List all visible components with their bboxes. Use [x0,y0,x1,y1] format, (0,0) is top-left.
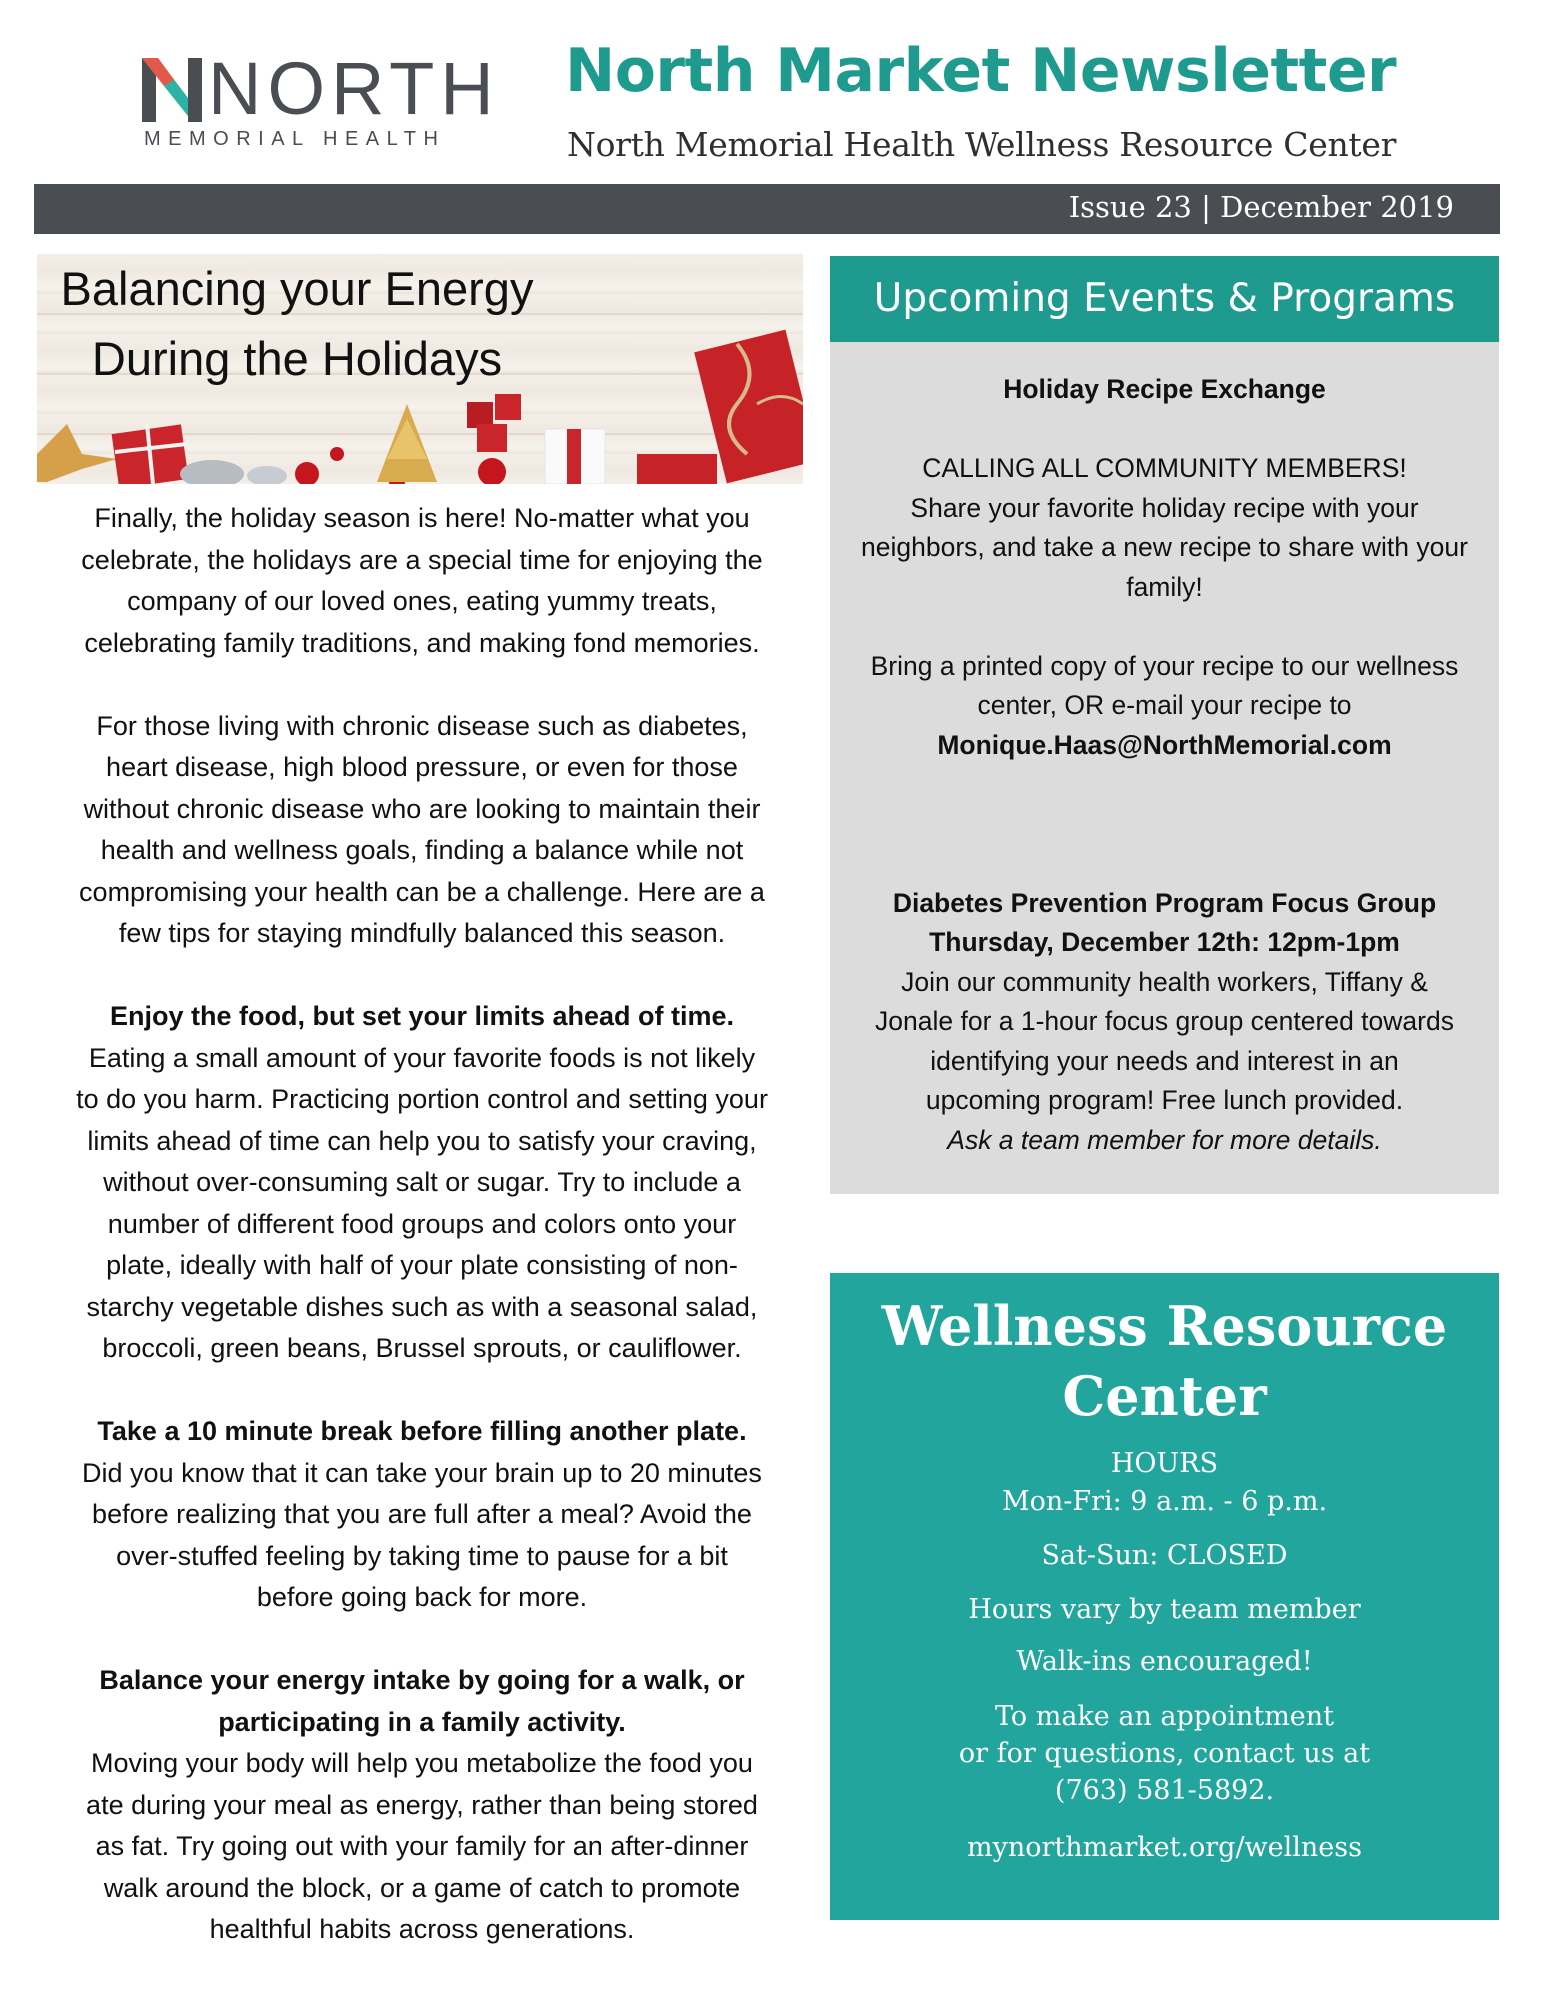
tip2-line: before realizing that you are full after a meal? Avoid the [92,1499,752,1529]
para2-line: few tips for staying mindfully balanced this season. [118,918,726,948]
logo-subtitle: MEMORIAL HEALTH [144,128,446,150]
weekday-hours: Mon-Fri: 9 a.m. - 6 p.m. [1001,1486,1328,1517]
logo-mark-icon [142,58,202,122]
event1-bring-line: center, OR e-mail your recipe to [977,690,1352,720]
intro-line: celebrate, the holidays are a special time for enjoying the [81,544,763,575]
website-link[interactable]: mynorthmarket.org/wellness [966,1832,1362,1863]
para2-line: For those living with chronic disease such as diabetes, [96,710,748,741]
event2-note: Ask a team member for more details. [947,1124,1382,1155]
contact-line1: To make an appointment [994,1701,1335,1732]
tip3-line: as fat. Try going out with your family for an after-dinner [95,1831,749,1861]
para2-line: without chronic disease who are looking to maintain their [83,793,761,824]
issue-bar [34,184,1500,234]
para2-line: heart disease, high blood pressure, or even for those [106,752,738,782]
article-title-line1: Balancing your Energy [60,262,534,315]
para2-line: compromising your health can be a challenge. Here are a [79,876,765,907]
event1-email-link[interactable]: Monique.Haas@NorthMemorial.com [937,729,1392,760]
events-heading: Upcoming Events & Programs [830,256,1499,342]
para2-line: health and wellness goals, finding a balance while not [100,835,744,865]
article-body [34,498,810,1951]
tip3-line: ate during your meal as energy, rather than being stored [86,1789,758,1820]
newsletter-subtitle: North Memorial Health Wellness Resource Center [567,125,1397,164]
wellness-center-panel [830,1273,1499,1920]
intro-line: Finally, the holiday season is here! No-matter what you [94,503,750,533]
event2-line: Jonale for a 1-hour focus group centered towards [875,1006,1454,1036]
article-banner [37,254,803,484]
event2-when: Thursday, December 12th: 12pm-1pm [929,927,1400,957]
events-panel [830,256,1499,1194]
events-body [830,370,1499,1160]
wellness-title [830,1291,1499,1431]
north-memorial-logo [142,47,500,158]
tip3-line: Moving your body will help you metabolize the food you [91,1748,753,1778]
issue-date: Issue 23 | December 2019 [1068,190,1454,224]
tip1-line: broccoli, green beans, Brussel sprouts, or cauliflower. [102,1333,742,1363]
newsletter-title: North Market Newsletter [565,36,1397,106]
intro-line: celebrating family traditions, and making fond memories. [84,627,760,658]
article-title-line2: During the Holidays [91,332,503,385]
wellness-title-line2: Center [1062,1364,1267,1428]
event1-line: neighbors, and take a new recipe to share with your [861,532,1468,562]
event2-line: upcoming program! Free lunch provided. [925,1085,1404,1115]
event1-line: family! [1126,571,1203,602]
tip2-line: over-stuffed feeling by taking time to pause for a bit [116,1540,728,1571]
hours-vary-note: Hours vary by team member [968,1594,1361,1625]
tip3-heading: participating in a family activity. [218,1706,626,1737]
tip1-line: number of different food groups and colors onto your [107,1208,737,1239]
intro-line: company of our loved ones, eating yummy treats, [127,586,717,616]
event2-title: Diabetes Prevention Program Focus Group [892,887,1437,918]
logo-wordmark: NORTH [208,47,500,130]
tip1-line: without over-consuming salt or sugar. Try to include a [103,1167,741,1197]
tip1-line: to do you harm. Practicing portion control and setting your [76,1084,768,1114]
walkins-note: Walk-ins encouraged! [1016,1646,1313,1677]
event1-line: Share your favorite holiday recipe with your [910,492,1419,523]
hours-label: HOURS [1110,1448,1219,1479]
event1-call: CALLING ALL COMMUNITY MEMBERS! [922,453,1407,483]
contact-line2: or for questions, contact us at [958,1738,1371,1769]
tip2-heading: Take a 10 minute break before filling another plate. [97,1416,747,1446]
event2-line: identifying your needs and interest in an [930,1045,1399,1076]
tip2-line: Did you know that it can take your brain up to 20 minutes [82,1457,762,1488]
tip3-line: healthful habits across generations. [209,1914,635,1944]
article-title [37,254,557,394]
tip1-line: starchy vegetable dishes such as with a seasonal salad, [86,1291,758,1322]
tip2-line: before going back for more. [256,1582,588,1612]
wellness-title-line1: Wellness Resource [881,1294,1448,1358]
event1-title: Holiday Recipe Exchange [1003,374,1326,404]
tip3-line: walk around the block, or a game of catch to promote [103,1872,741,1903]
tip3-heading: Balance your energy intake by going for a walk, or [99,1665,745,1695]
tip1-line: Eating a small amount of your favorite foods is not likely [88,1042,756,1073]
event2-line: Join our community health workers, Tiffany & [901,966,1428,997]
tip1-line: plate, ideally with half of your plate consisting of non- [106,1250,738,1280]
tip1-line: limits ahead of time can help you to satisfy your craving, [87,1125,757,1156]
event1-bring-line: Bring a printed copy of your recipe to our wellness [870,650,1459,681]
phone-number[interactable]: (763) 581-5892. [1054,1775,1275,1806]
tip1-heading: Enjoy the food, but set your limits ahead of time. [109,1001,735,1031]
weekend-hours: Sat-Sun: CLOSED [1041,1540,1288,1571]
